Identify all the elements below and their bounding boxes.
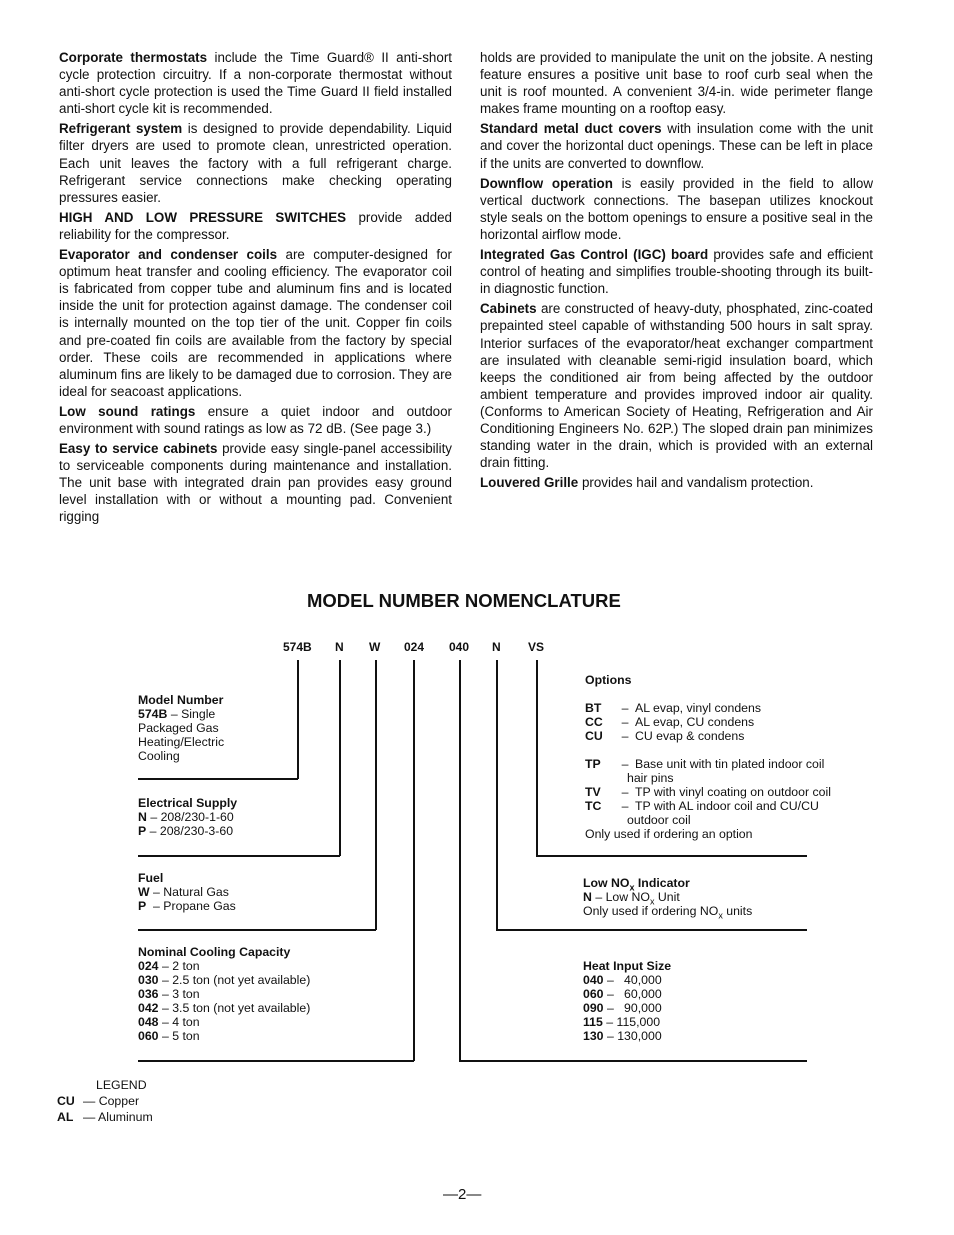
legend — [57, 1077, 153, 1125]
options-footnote: Only used if ordering an option — [585, 827, 753, 841]
connector-line — [138, 855, 340, 857]
fuel-heading: Fuel — [138, 871, 164, 885]
fuel-block — [138, 871, 236, 913]
connector-line — [138, 929, 376, 931]
model-number-block — [138, 693, 224, 763]
option-item: CU – CU evap & condens — [585, 729, 745, 743]
heat-input-item: 090 – 90,000 — [583, 1001, 662, 1015]
electrical-supply-block — [138, 796, 237, 838]
paragraph-lead: Cabinets — [480, 301, 537, 317]
option-item: TP – Base unit with tin plated indoor coil — [585, 757, 825, 771]
model-number-desc: Heating/Electric — [138, 735, 225, 749]
code-options: VS — [528, 640, 545, 654]
connector-line — [138, 1060, 414, 1062]
cooling-item: 042 – 3.5 ton (not yet available) — [138, 1001, 311, 1015]
legend-title: LEGEND — [96, 1078, 147, 1092]
cooling-capacity-heading: Nominal Cooling Capacity — [138, 945, 291, 959]
electrical-supply-heading: Electrical Supply — [138, 796, 238, 810]
low-nox-item: N – Low $NO_x$ Unit — [583, 890, 680, 907]
low-nox-footnote: Only used if ordering $NO_x$ units — [583, 904, 753, 921]
heat-input-item: 040 – 40,000 — [583, 973, 662, 987]
model-number-code: 574B — [138, 707, 168, 721]
model-number-line — [138, 707, 224, 721]
paragraph-text: provides safe and efficient control of heating and simplifies trouble-shooting through its built-in diagnostic function. — [480, 247, 873, 297]
connector-line — [536, 660, 538, 856]
paragraph-lead: Evaporator and condenser coils — [59, 247, 278, 263]
paragraph-lead: Integrated Gas Control (IGC) board — [480, 247, 709, 263]
code-nox: N — [492, 640, 501, 654]
option-item-cont: outdoor coil — [627, 813, 691, 827]
heat-input-item: 060 – 60,000 — [583, 987, 662, 1001]
paragraph-lead: Standard metal duct covers — [480, 121, 662, 137]
heat-input-block — [583, 959, 671, 1043]
model-number-heading: Model Number — [138, 693, 224, 707]
option-item-cont: hair pins — [627, 771, 674, 785]
electrical-item: N – 208/230-1-60 — [138, 810, 234, 824]
option-item: TV – TP with vinyl coating on outdoor coil — [585, 785, 831, 799]
connector-line — [339, 660, 341, 856]
paragraph-text: are constructed of heavy-duty, phosphated, zinc-coated prepainted steel capable of withstanding 500 hours in salt spray. Interior surfaces of the evaporator/heat exchanger compartment are insulated with cleanable semi-rigid insulation board, which keeps the conditioned air from being affected by the outdoor ambient temperature and provides improved indoor air quality. (Conforms to American Society of Heating, Refrigeration and Air Conditioning Engineers No. 62P.) The sloped drain pan minimizes standing water in the drain, which is provided with an external drain fitting. — [480, 301, 873, 471]
code-cooling: 024 — [404, 640, 425, 654]
paragraph-text: is designed to provide dependability. Liquid filter dryers are used to promote clean, unrestricted operation. Each unit leaves the factory with a full refrigerant charge. Refrigerant service connections make checking operating pressures easier. — [59, 121, 452, 205]
option-item: TC – TP with AL indoor coil and CU/CU — [585, 799, 819, 813]
connector-line — [496, 929, 807, 931]
low-nox-block — [583, 876, 753, 921]
options-block — [585, 673, 831, 841]
model-number-desc: Cooling — [138, 749, 180, 763]
legend-item: CU — Copper — [57, 1094, 140, 1108]
cooling-capacity-block — [138, 945, 310, 1043]
fuel-item: P – Propane Gas — [138, 899, 236, 913]
heat-input-item: 115 – 115,000 — [583, 1015, 661, 1029]
electrical-item: P – 208/230-3-60 — [138, 824, 234, 838]
legend-item: AL — Aluminum — [57, 1110, 153, 1124]
paragraph-lead: Refrigerant system — [59, 121, 183, 137]
connector-line — [297, 660, 299, 779]
code-model: 574B — [283, 640, 312, 654]
paragraph-text: ensure a quiet indoor and outdoor environment with sound ratings as low as 72 dB. (See page 3.) — [59, 403, 452, 436]
connector-line — [496, 660, 498, 930]
nomenclature-title: MODEL NUMBER NOMENCLATURE — [307, 590, 621, 611]
connector-line — [459, 1060, 807, 1062]
connector-line — [536, 855, 807, 857]
paragraph-lead: Easy to service cabinets — [59, 441, 218, 457]
connector-line — [459, 660, 461, 1061]
paragraph-lead: Low sound ratings — [59, 403, 196, 419]
paragraph-lead: Corporate thermostats — [59, 50, 208, 65]
paragraph-text: include the Time Guard® II anti-short cycle protection circuitry. If a non-corporate thermostat without anti-short cycle protection is used the Time Guard II field installed anti-short cycle kit is recommended. — [59, 50, 452, 117]
connector-line — [413, 660, 415, 1061]
connector-line — [375, 660, 377, 930]
code-heat: 040 — [449, 640, 470, 654]
option-item: CC – AL evap, CU condens — [585, 715, 755, 729]
cooling-item: 048 – 4 ton — [138, 1015, 200, 1029]
fuel-item: W – Natural Gas — [138, 885, 229, 899]
paragraph-text: provides hail and vandalism protection. — [578, 475, 814, 491]
paragraph-text: provide easy single-panel accessibility to serviceable components during maintenance and installation. The unit base with integrated drain pan provides easy ground level installation with or without a mounting pad. Convenient rigging — [59, 441, 452, 525]
paragraph-lead: Louvered Grille — [480, 475, 579, 491]
model-number-desc: – Single — [170, 707, 216, 721]
paragraph-lead: HIGH AND LOW PRESSURE SWITCHES — [59, 209, 347, 225]
heat-input-heading: Heat Input Size — [583, 959, 672, 973]
connector-line — [138, 778, 298, 780]
paragraph-text: provide added reliability for the compressor. — [59, 209, 452, 242]
paragraph-text: are computer-designed for optimum heat transfer and cooling efficiency. The evaporator coil is fabricated from copper tube and aluminum fins and is located inside the unit for protection against damage. The condenser coil is internally mounted on the top tier of the unit. Copper fin coils and pre-coated fin coils are available from the factory by special order. These coils are recommended in applications where aluminum fins are likely to be damaged due to corrosion. They are ideal for seacoast applications. — [59, 247, 452, 399]
model-number-desc: Packaged Gas — [138, 721, 219, 735]
code-electrical: N — [335, 640, 344, 654]
code-fuel: W — [369, 640, 381, 654]
option-item: BT – AL evap, vinyl condens — [585, 701, 762, 715]
cooling-item: 024 – 2 ton — [138, 959, 200, 973]
options-heading: Options — [585, 673, 632, 687]
cooling-item: 060 – 5 ton — [138, 1029, 200, 1043]
paragraph-text: holds are provided to manipulate the unit on the jobsite. A nesting feature ensures a positive unit base to roof curb seal when the unit is roof mounted. A convenient 3/4-in. wide perimeter flange makes frame mounting on a rooftop easy. — [480, 50, 873, 117]
paragraph-lead: Downflow operation — [480, 175, 613, 191]
page-number: —2— — [443, 1186, 482, 1203]
cooling-item: 030 – 2.5 ton (not yet available) — [138, 973, 311, 987]
heat-input-item: 130 – 130,000 — [583, 1029, 662, 1043]
paragraph-text: with insulation come with the unit and cover the horizontal duct openings. These can be left in place if the units are converted to downflow. — [480, 121, 873, 171]
cooling-item: 036 – 3 ton — [138, 987, 200, 1001]
low-nox-heading: Low $NO_x$ Indicator — [583, 876, 690, 893]
paragraph-text: is easily provided in the field to allow vertical ductwork connections. The basepan utilizes knockout style seals on the bottom openings to ensure a positive seal in the horizontal airflow mode. — [480, 175, 873, 242]
